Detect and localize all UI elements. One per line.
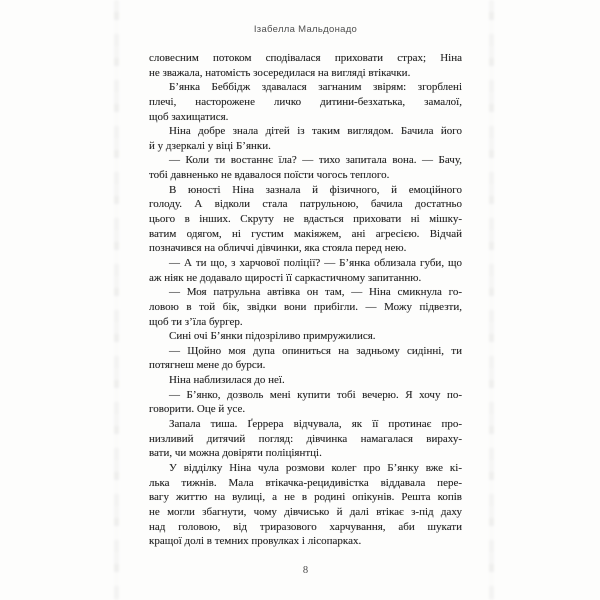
page-edge-left-artifact [114,0,119,600]
text-line: вагу життю на вулиці, а не в родині опікунів. Решта копів [149,491,462,504]
text-line: голоду. А відколи стала патрульною, бачила достатньо [149,198,462,211]
paragraph [149,124,462,153]
paragraph [149,344,462,373]
text-line: У відділку Ніна чула розмови колег про Б’янку вже кі- [169,461,462,474]
paragraph [149,461,462,549]
text-line: й у дзеркалі у віці Б’янки. [149,139,271,152]
text-line: плечі, насторожене личко дитини-безхатька, замалої, [149,95,462,108]
paragraph [149,153,462,182]
text-line: над головою, від триразового харчування, аби шукати [149,520,462,533]
text-line: говорити. Оце й усе. [149,403,246,416]
text-line: Ніна добре знала дітей із таким виглядом. Бачила його [169,125,462,138]
text-line: аж ніяк не додавало щирості її саркастичному запитанню. [149,271,422,284]
paragraph [149,183,462,256]
text-line: низливий дитячий погляд: дівчинка намагалася вираху- [149,432,462,445]
text-line: Б’янка Беббідж здавалася загнаним звірям: згорблені [169,81,462,94]
page-number: 8 [302,565,309,576]
text-line: — Щойно моя дупа опиниться на задньому сидінні, ти [169,344,462,357]
paragraph [149,373,462,388]
paragraph [149,80,462,124]
paragraph [149,388,462,417]
paragraph [149,51,462,80]
text-line: не могли збагнути, чому дівчисько й далі втікає з-під даху [149,505,462,518]
text-line: тобі давненько не вдавалося поїсти чогось теплого. [149,169,390,182]
text-line: не зважала, натомість зосередилася на вигляді втікачки. [149,66,411,79]
text-line: потягнеш мене до бурси. [149,359,266,372]
text-line: лька тижнів. Мала втікачка-рецидивістка віддавала пере- [149,476,462,489]
text-line: — Моя патрульна автівка он там, — Ніна смикнула го- [169,286,462,299]
text-line: Запала тиша. Ґеррера відчувала, як її протинає про- [169,418,462,431]
text-line: ловою в той бік, звідки вони прибігли. — Можу підвезти, [149,300,462,313]
text-line: щоб ти з’їла бургер. [149,315,243,328]
text-line: — А ти що, з харчової поліції? — Б’янка облизала губи, що [169,256,462,269]
text-line: ватим одягом, ні густим макіяжем, ані агресією. Відчай [149,227,462,240]
text-line: кращої долі в темних провулках і лісопарках. [149,535,362,548]
paragraph [149,285,462,329]
text-line: позначився на обличчі дівчинки, яка стояла перед нею. [149,242,407,255]
text-line: Ніна наблизилася до неї. [169,374,285,387]
text-line: цього в інших. Скруту не вдасться приховати ні мішку- [149,213,462,226]
running-title: Ізабелла Мальдонадо [253,24,358,35]
text-line: Сині очі Б’янки підозріливо примружилися. [169,330,376,343]
body-text [149,51,462,549]
text-line: В юності Ніна зазнала й фізичного, й емоційного [169,183,462,196]
paragraph [149,417,462,461]
paragraph [149,329,462,344]
text-line: вати, чи можна довіряти поліціянтці. [149,447,322,460]
paragraph [149,256,462,285]
text-line: — Коли ти востаннє їла? — тихо запитала вона. — Бачу, [169,154,462,167]
page-edge-right-artifact [489,0,494,600]
text-line: — Б’янко, дозволь мені купити тобі вечерю. Я хочу по- [169,388,462,401]
text-line: щоб захищатися. [149,110,229,123]
text-line: словесним потоком сподівалася приховати страх; Ніна [149,52,462,64]
